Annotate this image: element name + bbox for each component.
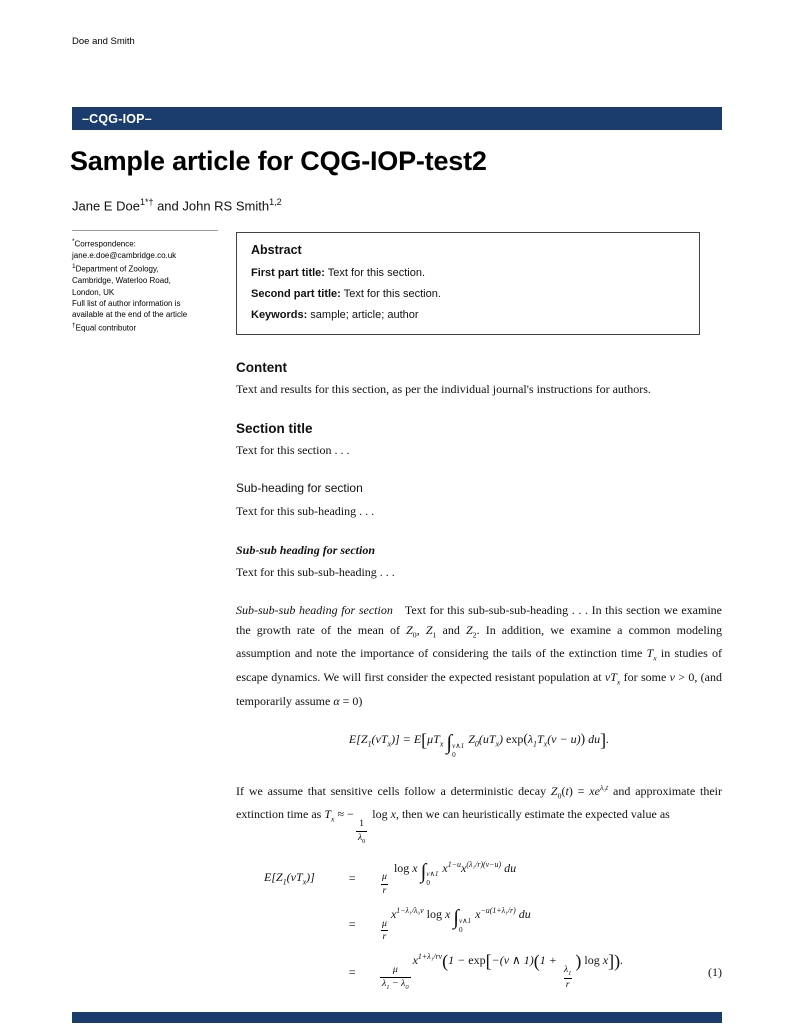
abstract-row-label: First part title: — [251, 267, 325, 279]
equation-rhs: $\frac{\mu}{\lambda_1 - \lambda_0}$ $x^{1+\lambda_1/rv}(1 - \exp[-(v$ ∧ 1)(1 + $\frac{\lambda_1}{r}$ ) log x]). — [382, 951, 624, 991]
subsection-text: Text for this sub-heading . . . — [236, 504, 375, 519]
correspondence-label: *Correspondence: — [72, 238, 136, 249]
authors-line: Jane E Doe$^{1*\dagger}$ and John RS Smith$^{1,2}$ — [72, 197, 282, 214]
abstract-row-text: Text for this section. — [340, 288, 441, 300]
abstract-row-text: sample; article; author — [307, 309, 419, 321]
section-text: Text and results for this section, as per the individual journal's instructions for authors. — [236, 382, 651, 397]
equals-sign: = — [348, 964, 357, 979]
journal-banner — [72, 107, 722, 130]
article-title: Sample article for CQG-IOP-test2 — [70, 146, 487, 176]
affiliation-line: $^1$Department of Zoology, — [72, 263, 159, 274]
abstract-row — [251, 308, 685, 322]
subsubsection-text: Text for this sub-sub-heading . . . — [236, 565, 395, 580]
journal-banner-label: –CQG-IOP– — [82, 111, 152, 126]
subsubsubsection-block — [236, 601, 722, 991]
equation-row — [264, 860, 722, 897]
subsection-heading: Sub-heading for section — [236, 481, 363, 496]
subsubsubsection-heading: Sub-sub-sub heading for section — [236, 603, 393, 618]
equals-sign: = — [348, 917, 357, 932]
section-content — [236, 358, 722, 400]
equation-rhs: $\frac{\mu}{r}$ $x^{1-\lambda_1/\lambda_0v}$ log x ∫ v∧1 0 $x^{-u(1+\lambda_1/r)}$ du — [382, 905, 531, 943]
subsubsection-block — [236, 541, 722, 583]
footer-bar — [72, 1012, 722, 1023]
abstract-heading: Abstract — [251, 243, 302, 257]
author-info-note: Full list of author information is — [72, 298, 181, 308]
correspondence-note — [72, 230, 218, 334]
subsubsection-heading: Sub-sub heading for section — [236, 542, 376, 557]
equation-row — [264, 952, 722, 991]
abstract-row-text: Text for this section. — [324, 267, 426, 279]
article-body — [236, 358, 722, 1001]
equation-number: (1) — [708, 964, 722, 979]
section-text: Text for this section . . . — [236, 442, 350, 457]
running-head: Doe and Smith — [72, 36, 135, 47]
section-title-block — [236, 419, 722, 461]
equation-row — [264, 906, 722, 943]
equation-lhs: $E[Z_1(vT_x)]$ — [264, 870, 315, 887]
display-equation: $E[Z_1(vT_x)] = E[\mu T_x$ ∫ v∧1 0 $Z_0(uT_x) \exp(\lambda_1T_x(v - u))$ du]. — [348, 730, 610, 759]
author-info-note: available at the end of the article — [72, 310, 188, 320]
affiliation-line: London, UK — [72, 287, 115, 297]
section-heading: Content — [236, 360, 287, 375]
equation-rhs: $\frac{\mu}{r}$ log x ∫ v∧1 0 $x^{1-u}x^{(\lambda_1/r)(v-u)}$ du — [382, 858, 517, 896]
abstract-row — [251, 266, 685, 280]
subsubsubsection-paragraph — [236, 601, 722, 711]
abstract-row-label: Second part title: — [251, 288, 341, 300]
equal-contributor-note: †Equal contributor — [72, 322, 137, 334]
correspondence-email: jane.e.doe@cambridge.co.uk — [72, 250, 177, 260]
subsection-block — [236, 479, 722, 522]
aligned-equation-group — [236, 860, 722, 992]
abstract-box — [236, 232, 700, 335]
subsubsubsection-text: Text for this sub-sub-sub-heading . . . In this section we examine the growth rate of the mean of $Z_0$, $Z_1$ and $Z_2$. In addition, we examine a common modeling assumption and note the importance of considering the tails of the extinction time $T_x$ in studies of escape dynamics. We will first consider the expected resistant population at $vT_x$ for some v > 0, (and temporarily assume α = 0) — [236, 603, 723, 708]
equals-sign: = — [348, 870, 357, 885]
estimate-paragraph: If we assume that sensitive cells follow a deterministic decay $Z_0(t) = xe^{\lambda_0t}$ and approximate their extinction time as $T_x$ ≈ − $\frac{1}{\lambda_0}$ log x, then we can heuristically estimate the expected value as — [236, 782, 722, 845]
abstract-row-label: Keywords: — [251, 309, 308, 321]
abstract-row — [251, 287, 685, 301]
affiliation-line: Cambridge, Waterloo Road, — [72, 276, 171, 286]
section-heading: Section title — [236, 420, 313, 436]
